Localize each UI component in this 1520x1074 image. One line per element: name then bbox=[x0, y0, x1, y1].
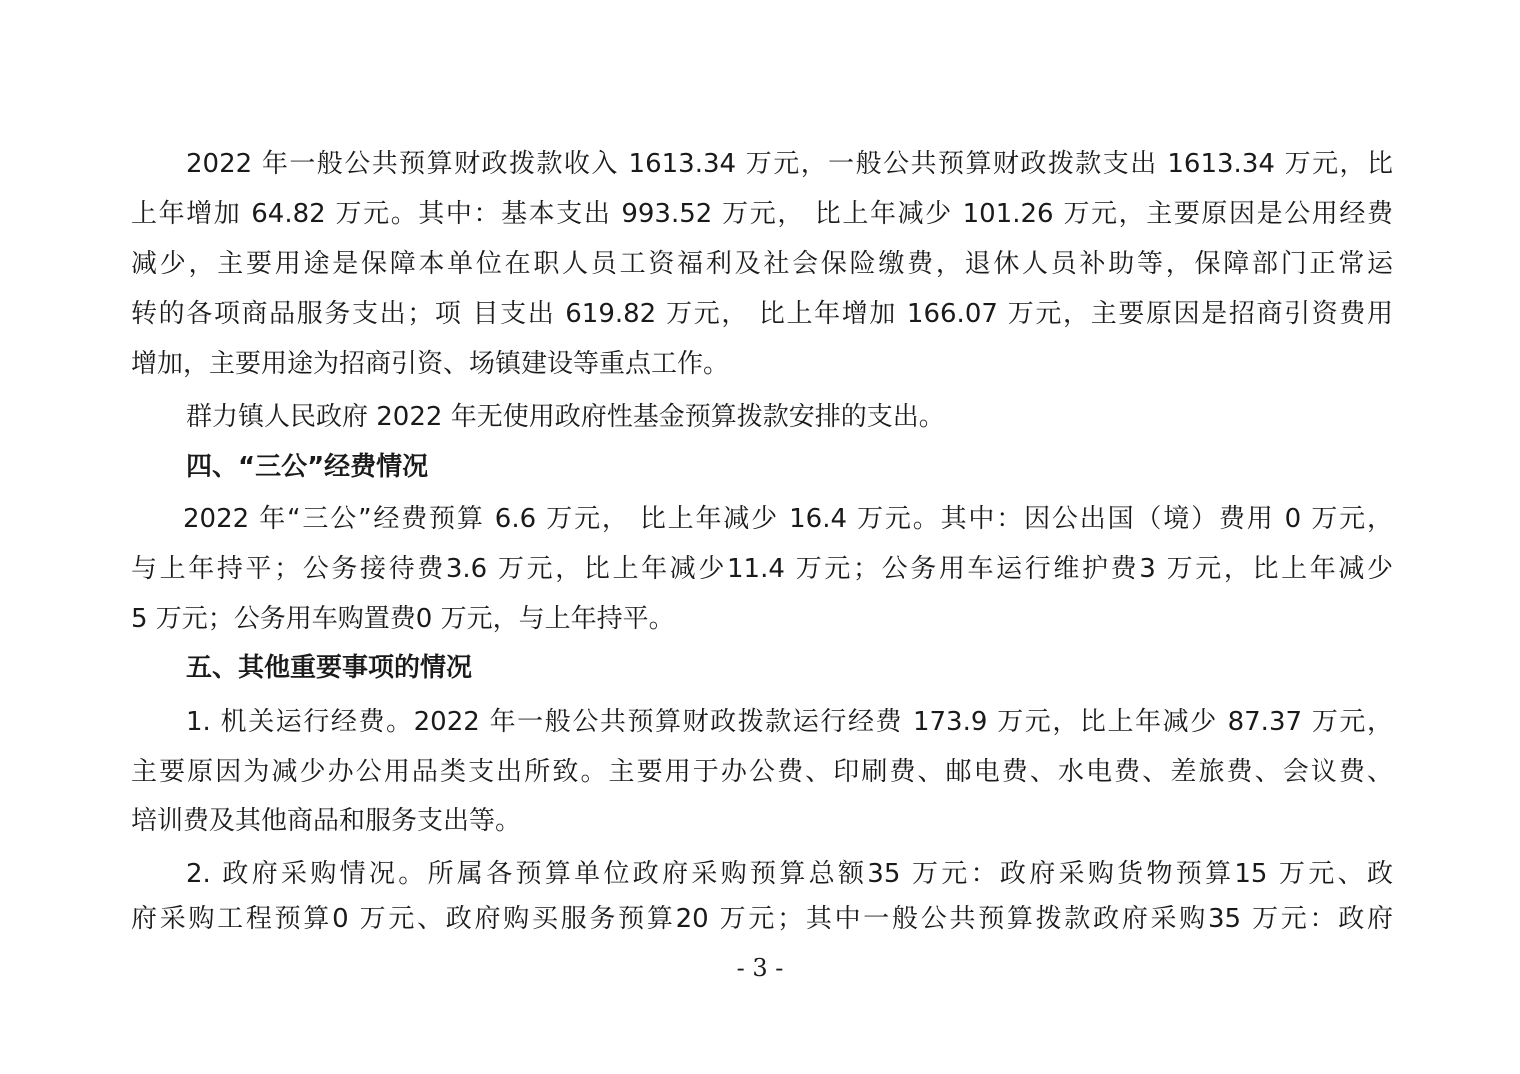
paragraph-line: 2022 年一般公共预算财政拨款收入 1613.34 万元，一般公共预算财政拨款支出 1613.34 万元，比 bbox=[186, 149, 1393, 179]
page-number: - 3 - bbox=[736, 954, 784, 982]
section-heading-other-matters: 五、其他重要事项的情况 bbox=[186, 653, 473, 683]
paragraph-line: 增加，主要用途为招商引资、场镇建设等重点工作。 bbox=[131, 349, 730, 379]
paragraph-line: 减少，主要用途是保障本单位在职人员工资福利及社会保险缴费，退休人员补助等，保障部门正常运 bbox=[131, 249, 1393, 279]
section-heading-three-public: 四、“三公”经费情况 bbox=[186, 452, 429, 482]
paragraph-line: 转的各项商品服务支出；项 目支出 619.82 万元， 比上年增加 166.07 万元，主要原因是招商引资费用 bbox=[131, 299, 1393, 329]
paragraph-line: 府采购工程预算0 万元、政府购买服务预算20 万元；其中一般公共预算拨款政府采购35 万元：政府 bbox=[131, 904, 1393, 934]
paragraph-line: 与上年持平；公务接待费3.6 万元，比上年减少11.4 万元；公务用车运行维护费3 万元，比上年减少 bbox=[131, 554, 1393, 584]
paragraph-line: 上年增加 64.82 万元。其中：基本支出 993.52 万元， 比上年减少 101.26 万元，主要原因是公用经费 bbox=[131, 199, 1393, 229]
paragraph-line: 5 万元；公务用车购置费0 万元，与上年持平。 bbox=[131, 604, 675, 634]
paragraph-line: 2. 政府采购情况。所属各预算单位政府采购预算总额35 万元：政府采购货物预算15 万元、政 bbox=[186, 859, 1393, 889]
paragraph-line: 1. 机关运行经费。2022 年一般公共预算财政拨款运行经费 173.9 万元，比上年减少 87.37 万元， bbox=[186, 707, 1393, 737]
paragraph-line: 主要原因为减少办公用品类支出所致。主要用于办公费、印刷费、邮电费、水电费、差旅费、会议费、 bbox=[131, 757, 1393, 787]
paragraph-line: 群力镇人民政府 2022 年无使用政府性基金预算拨款安排的支出。 bbox=[186, 402, 945, 432]
paragraph-line: 2022 年“三公”经费预算 6.6 万元， 比上年减少 16.4 万元。其中：因公出国（境）费用 0 万元， bbox=[183, 504, 1393, 534]
paragraph-line: 培训费及其他商品和服务支出等。 bbox=[131, 806, 522, 836]
